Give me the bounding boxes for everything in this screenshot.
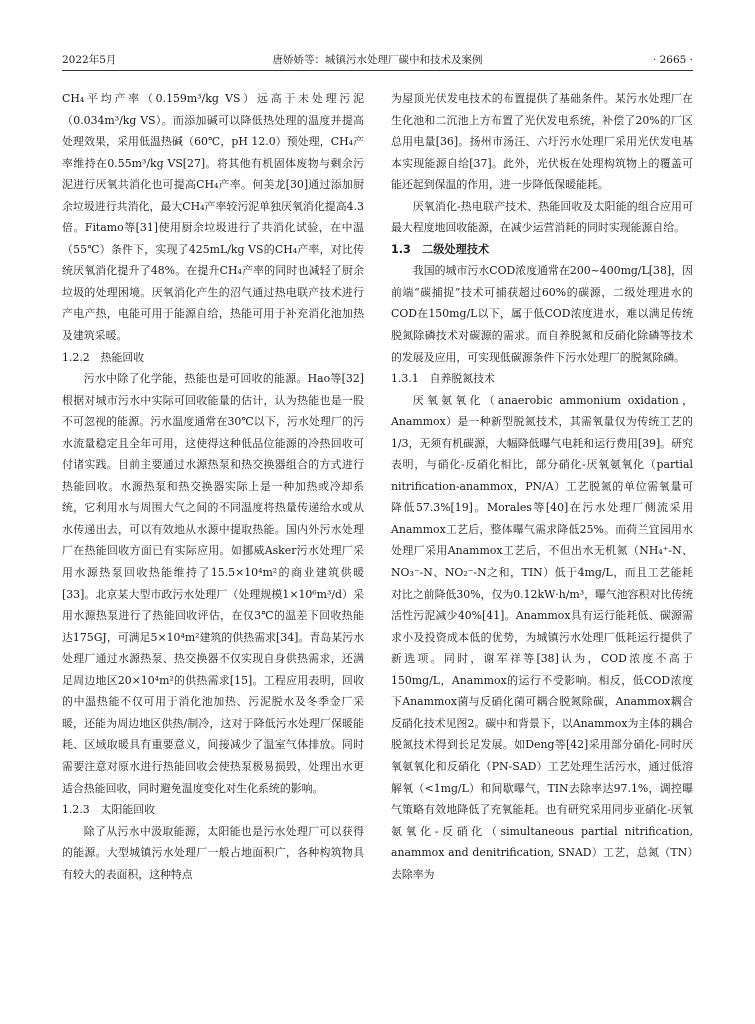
paragraph: 厌氧消化-热电联产技术、热能回收及太阳能的组合应用可最大程度地回收能源，在减少运营消耗的同时实现能源自给。: [391, 199, 693, 235]
page-header: [62, 52, 693, 68]
paragraph: 污水中除了化学能，热能也是可回收的能源。Hao等[32]根据对城市污水中实际可回收能量的估计，认为热能也是一股不可忽视的能源。污水温度通常在30℃以下，污水处理厂的污水流量稳定且全年可用，这使得这种低品位能源的冷热回收可付诸实践。目前主要通过水源热泵和热交换器组合的方式进行热能回收。水源热泵和热交换器实际上是一种加热或冷却系统，它利用水与周围大气之间的不同温度将热量传递给水或从水传递出去，可以有效地从水源中提取热能。国内外污水处理厂在热能回收方面已有实际应用。如挪威Asker污水处理厂采用水源热泵回收热能维持了15.5×10⁴m²的商业建筑供暖[33]。北京某大型市政污水处理厂（处理规模1×10⁶m³/d）采用水源热泵进行了热能回收评估，在仅3℃的温差下回收热能达175GJ，可满足5×10⁴m²建筑的供热需求[34]。青岛某污水处理厂通过水源热泵、热交换器不仅实现自身供热需求，还满足周边地区20×10⁴m²的供热需求[15]。工程应用表明，回收的中温热能不仅可用于消化池加热、污泥脱水及冬季金厂采暖，还能为周边地区供热/制冷，这对于降低污水处理厂保暖能耗、区域取暖具有重要意义，间接减少了温室气体排放。同时需要注意对原水进行热能回收会使热泵极易损毁，处理出水更适合热能回收，同时避免温度变化对生化系统的影响。: [62, 372, 364, 795]
paragraph: 除了从污水中汲取能源，太阳能也是污水处理厂可以获得的能源。大型城镇污水处理厂一般占地面积广，各种构筑物具有较大的表面积，这种特点: [62, 824, 364, 881]
paragraph: CH₄平均产率（0.159m³/kg VS）远高于未处理污泥（0.034m³/kg VS）。而添加碱可以降低热处理的温度并提高处理效果，采用低温热碱（60℃，pH 12.0）预处理，CH₄产率维持在0.55m³/kg VS[27]。将其他有机固体废物与剩余污泥进行厌氧共消化也可提高CH₄产率。何美龙[30]通过添加厨余垃圾进行共消化，最大CH₄产率较污泥单独厌氧消化提高4.3倍。Fitamo等[31]使用厨余垃圾进行了共消化试验，在中温（55℃）条件下，实现了425mL/kg VS的CH₄产率，对比传统厌氧消化提升了48%。在提升CH₄产率的同时也减轻了厨余垃圾的处理困境。厌氧消化产生的沼气通过热电联产技术进行产电产热，电能可用于能源自给，热能可用于补充消化池加热及建筑采暖。: [62, 92, 364, 343]
section-heading-1-3: 1.3 二级处理技术: [391, 242, 490, 256]
section-heading-1-2-2: 1.2.2 热能回收: [62, 350, 145, 364]
section-heading-1-2-3: 1.2.3 太阳能回收: [62, 803, 156, 817]
header-running-title: 唐娇娇等：城镇污水处理厂碳中和技术及案例: [272, 54, 483, 66]
paragraph: 为屋顶光伏发电技术的布置提供了基础条件。某污水处理厂在生化池和二沉池上方布置了光伏发电系统，补偿了20%的厂区总用电量[36]。扬州市汤汪、六圩污水处理厂采用光伏发电基本实现能源自给[37]。此外，光伏板在处理构筑物上的覆盖可能还起到保温的作用，进一步降低保暖能耗。: [391, 92, 693, 192]
paragraph: 我国的城市污水COD浓度通常在200~400mg/L[38]，因前端“碳捕捉”技术可捕获超过60%的碳源，二级处理进水的COD在150mg/L以下，属于低COD浓度进水，难以满足传统脱氮除磷技术对碳源的需求。而自养脱氮和反硝化除磷等技术的发展及应用，可实现低碳源条件下污水处理厂的脱氮除磷。: [391, 264, 693, 364]
paragraph: 厌氧氨氧化（anaerobic ammonium oxidation，Anammox）是一种新型脱氮技术，其需氧量仅为传统工艺的1/3，无须有机碳源，大幅降低曝气电耗和运行费用[39]。研究表明，与硝化-反硝化相比，部分硝化-厌氧氨氧化（partial nitrification-anammox，PN/A）工艺脱氮的单位需氧量可降低57.3%[19]。Morales等[40]在污水处理厂侧流采用Anammox工艺后，整体曝气需求降低25%。而荷兰宜园用水处理厂采用Anammox工艺后，不但出水无机氮（NH₄⁺-N、NO₃⁻-N、NO₂⁻-N之和，TIN）低于4mg/L，而且工艺能耗对比之前降低30%，仅为0.12kW·h/m³，曝气池容积对比传统活性污泥减少40%[41]。Anammox具有运行能耗低、碳源需求小及投资成本低的优势，为城镇污水处理厂低耗运行提供了新选项。同时，谢军祥等[38]认为，COD浓度不高于150mg/L，Anammox的运行不受影响。相反，低COD浓度下Anammox菌与反硝化菌可耦合脱氮除碳，Anammox耦合反硝化技术见图2。碳中和背景下，以Anammox为主体的耦合脱氮技术得到长足发展。如Deng等[42]采用部分硝化-同时厌氧氨氧化和反硝化（PN-SAD）工艺处理生活污水，通过低溶解氧（<1mg/L）和间歇曝气，TIN去除率达97.1%，调控曝气策略有效地降低了充氧能耗。也有研究采用同步亚硝化-厌氧氨氧化-反硝化（simultaneous partial nitrification, anammox and denitrification, SNAD）工艺，总氮（TN）去除率为: [391, 393, 694, 881]
left-column: [62, 88, 364, 885]
header-page-number: · 2665 ·: [652, 54, 693, 66]
header-date: 2022年5月: [62, 54, 117, 66]
section-heading-1-3-1: 1.3.1 自养脱氮技术: [391, 372, 495, 386]
header-rule: [62, 70, 693, 71]
right-column: [391, 88, 693, 885]
